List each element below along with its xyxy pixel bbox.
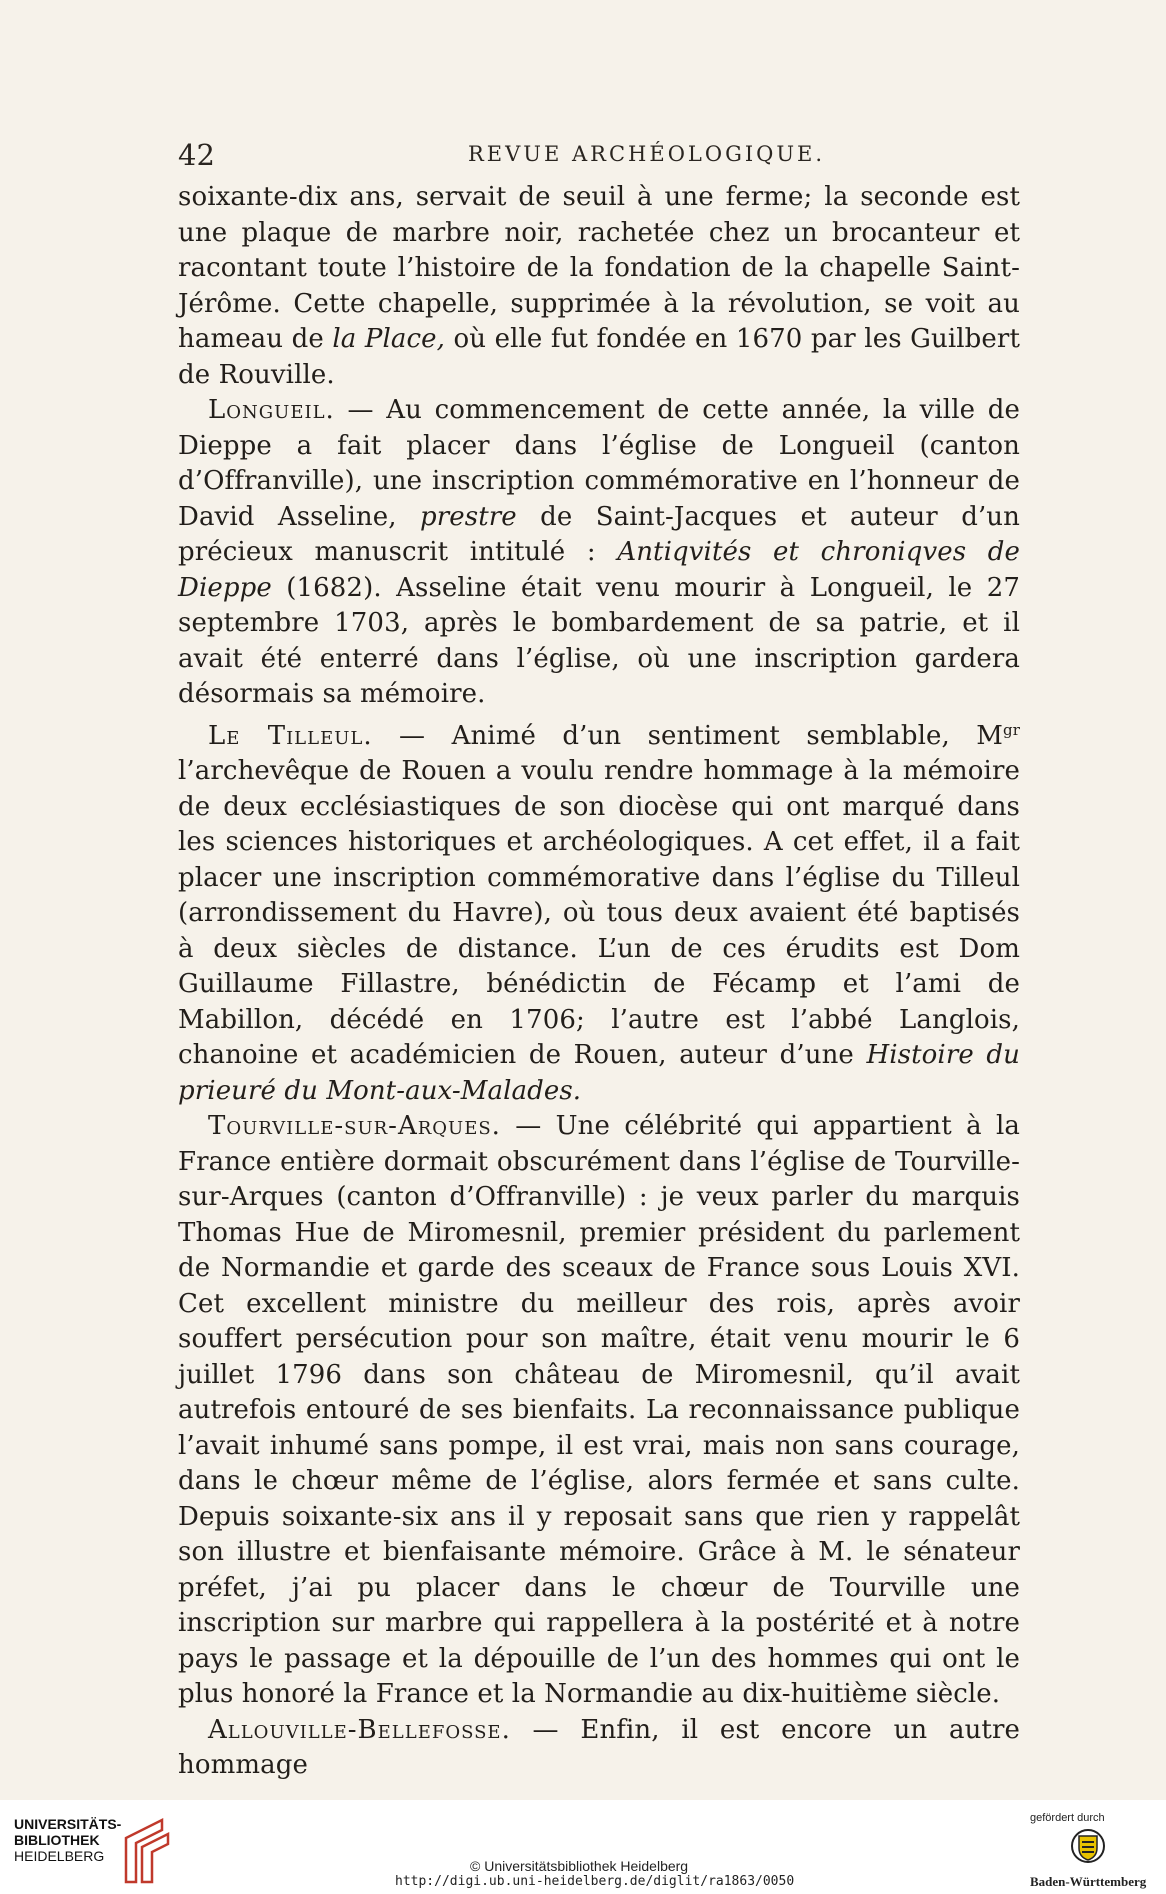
library-line-1: UNIVERSITÄTS-	[14, 1816, 122, 1832]
paragraph-le-tilleul	[178, 713, 1020, 1110]
text-run: — Une célébrité qui appartient à la France entière dormait obscurément dans l’église de Tourville-sur-Arques (canton d’Offranville) : je veux parler du marquis Thomas Hue de Miromesnil, premier président du parlement de Normandie et garde des sceaux de France sous Louis XVI. Cet excellent ministre du meilleur des rois, après avoir souffert persécution pour son maître, était venu mourir le 6 juillet 1796 dans son château de Miromesnil, qu’il avait autrefois entouré de ses bienfaits. La reconnaissance publique l’avait inhumé sans pompe, il est vrai, mais non sans courage, dans le chœur même de l’église, alors fermée et sans culte. Depuis soixante-six ans il y reposait sans que rien y rappelât son illustre et bienfaisante mémoire. Grâce à M. le sénateur préfet, j’ai pu placer dans le chœur de Tourville une inscription sur marbre qui rappellera à la postérité et à notre pays le passage et la dépouille de l’un des hommes qui ont le plus honoré la France et la Normandie au dix-huitième siècle.	[178, 1111, 1020, 1709]
funder-name: Baden-Württemberg	[1030, 1874, 1147, 1889]
library-name	[14, 1816, 121, 1864]
italic-run: Histoire du prieuré du Mont-aux-Malades.	[178, 1040, 1020, 1106]
italic-run: la Place,	[332, 324, 445, 354]
superscript: gr	[1003, 720, 1020, 739]
permalink[interactable]: http://digi.ub.uni-heidelberg.de/diglit/ra1863/0050	[395, 1874, 795, 1889]
library-line-3: HEIDELBERG	[14, 1848, 105, 1864]
page-header	[178, 138, 1040, 178]
italic-run: prestre	[420, 501, 517, 532]
copyright-notice: © Universitätsbibliothek Heidelberg	[470, 1858, 689, 1874]
coat-of-arms-icon	[1068, 1826, 1108, 1866]
text-run: — Au commencement de cette année, la ville de Dieppe a fait placer dans l’église de Longueil (canton d’Offranville), une inscription commémorative en l’honneur de David Asseline,	[178, 395, 1020, 532]
footer	[0, 1800, 1166, 1894]
library-logo[interactable]	[14, 1816, 174, 1886]
text-run: (1682). Asseline était venu mourir à Longueil, le 27 septembre 1703, après le bombardement de sa patrie, et il avait été enterré dans l’église, où une inscription gardera désormais sa mémoire.	[178, 572, 1020, 709]
paragraph-allouville	[178, 1713, 1020, 1784]
funded-by-label: gefördert durch	[1030, 1812, 1105, 1824]
text-run: soixante-dix ans, servait de seuil à une ferme; la seconde est une plaque de marbre noir, rachetée chez un brocanteur et racontant toute l’histoire de la fondation de la chapelle Saint-Jérôme. Cette chapelle, supprimée à la révolution, se voit au hameau de	[178, 182, 1020, 354]
page-number: 42	[178, 138, 215, 172]
paragraph-longueil	[178, 393, 1020, 713]
text-run: l’archevêque de Rouen a voulu rendre hommage à la mémoire de deux ecclésiastiques de son diocèse qui ont marqué dans les sciences historiques et archéologiques. A cet effet, il a fait placer une inscription commémorative dans l’église du Tilleul (arrondissement du Havre), où tous deux avaient été baptisés à deux siècles de distance. L’un de ces érudits est Dom Guillaume Fillastre, bénédictin de Fécamp et l’ami de Mabillon, décédé en 1706; l’autre est l’abbé Langlois, chanoine et académicien de Rouen, auteur d’une	[178, 756, 1020, 1070]
text-run: — Enfin, il est encore un autre hommage	[178, 1714, 1020, 1780]
section-heading: Le Tilleul.	[208, 720, 373, 751]
italic-run: Antiqvités et chroniqves de Dieppe	[178, 537, 1020, 603]
running-head: REVUE ARCHÉOLOGIQUE.	[468, 142, 826, 166]
paragraph-tourville	[178, 1109, 1020, 1713]
library-mark-icon	[122, 1816, 174, 1886]
section-heading: Tourville-sur-Arques.	[208, 1111, 501, 1141]
body-text	[178, 180, 1020, 1784]
text-run: où elle fut fondée en 1670 par les Guilbert de Rouville.	[178, 324, 1020, 390]
text-run: — Animé d’un sentiment semblable, M	[372, 720, 1004, 751]
text-run: de Saint-Jacques et auteur d’un précieux manuscrit intitulé :	[178, 501, 1020, 567]
section-heading: Longueil.	[208, 395, 335, 425]
paragraph-1	[178, 180, 1020, 393]
library-line-2: BIBLIOTHEK	[14, 1832, 100, 1848]
section-heading: Allouville-Bellefosse.	[208, 1714, 511, 1745]
